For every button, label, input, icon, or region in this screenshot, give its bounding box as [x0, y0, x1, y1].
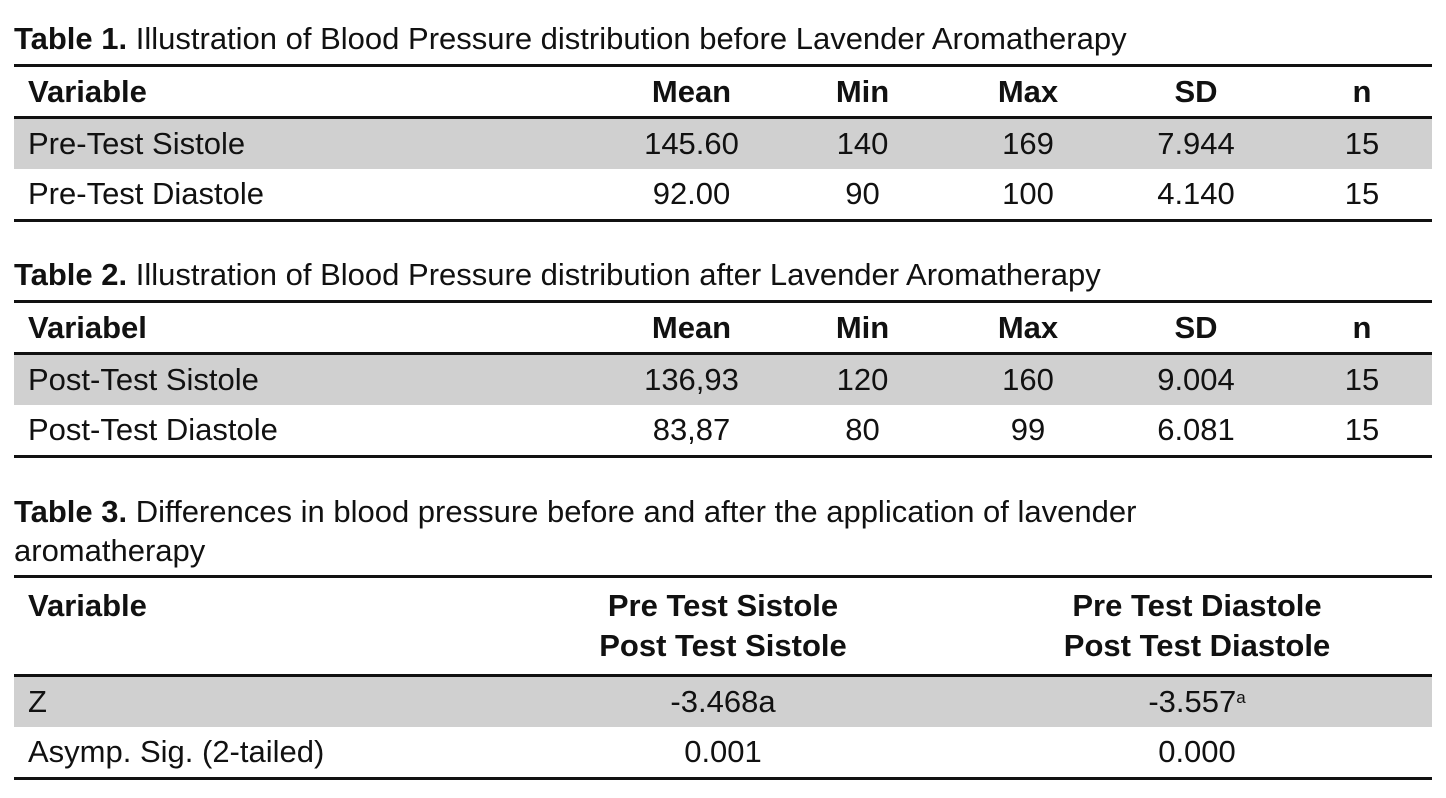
table3-header-variable: Variable	[14, 577, 484, 676]
table1-cell: Pre-Test Sistole	[14, 118, 614, 170]
table1-cell: Pre-Test Diastole	[14, 169, 614, 221]
table2-cell: Post-Test Diastole	[14, 405, 614, 457]
table-row	[14, 676, 1432, 728]
table3-caption-label: Table 3.	[14, 494, 128, 529]
table2-header-max: Max	[956, 302, 1100, 354]
table2-cell: 83,87	[614, 405, 769, 457]
table3-caption	[14, 492, 1432, 570]
table1-cell: 15	[1292, 169, 1432, 221]
table3-header-sistole-line2: Post Test Sistole	[599, 628, 847, 663]
table2-cell: 15	[1292, 405, 1432, 457]
table2-header-mean: Mean	[614, 302, 769, 354]
table-row	[14, 405, 1432, 457]
table2-cell: 99	[956, 405, 1100, 457]
table1-header-n: n	[1292, 66, 1432, 118]
table2-cell: 120	[769, 354, 956, 406]
table2-cell: 136,93	[614, 354, 769, 406]
table1-header-row	[14, 66, 1432, 118]
table2-caption	[14, 255, 1101, 294]
table3-header-row	[14, 577, 1432, 676]
table1-cell: 100	[956, 169, 1100, 221]
table3-cell-value: -3.557	[1148, 684, 1237, 719]
table1-caption-text: Illustration of Blood Pressure distribution before Lavender Aromatherapy	[127, 21, 1127, 56]
table3-caption-text: Differences in blood pressure before and after the application of lavender	[127, 494, 1137, 529]
table3-header-sistole-line1: Pre Test Sistole	[607, 588, 839, 623]
table1-caption-label: Table 1.	[14, 21, 128, 56]
table2-header-n: n	[1292, 302, 1432, 354]
table1-header-sd: SD	[1100, 66, 1292, 118]
table2-caption-text: Illustration of Blood Pressure distribution after Lavender Aromatherapy	[127, 257, 1101, 292]
table3-header-diastole	[962, 577, 1432, 676]
table2-cell: 15	[1292, 354, 1432, 406]
table1-cell: 140	[769, 118, 956, 170]
table3-cell	[962, 727, 1432, 779]
table2-cell: 80	[769, 405, 956, 457]
footnote-marker: a	[1236, 688, 1246, 707]
table3	[14, 575, 1432, 780]
table1	[14, 64, 1432, 222]
table1-cell: 169	[956, 118, 1100, 170]
table1-cell: 4.140	[1100, 169, 1292, 221]
table2-cell: 160	[956, 354, 1100, 406]
table1-cell: 90	[769, 169, 956, 221]
table2-header-variable: Variabel	[14, 302, 614, 354]
table3-cell	[962, 676, 1432, 728]
table1-cell: 145.60	[614, 118, 769, 170]
table-row	[14, 118, 1432, 170]
table1-header-min: Min	[769, 66, 956, 118]
table3-cell-value: 0.000	[1158, 734, 1236, 769]
table1-header-variable: Variable	[14, 66, 614, 118]
table2-header-row	[14, 302, 1432, 354]
table2-header-sd: SD	[1100, 302, 1292, 354]
table2-caption-label: Table 2.	[14, 257, 128, 292]
table1-cell: 15	[1292, 118, 1432, 170]
table1-cell: 92.00	[614, 169, 769, 221]
table3-caption-text-line2: aromatherapy	[14, 533, 206, 568]
table3-header-diastole-line2: Post Test Diastole	[1063, 628, 1331, 663]
table1-caption	[14, 19, 1127, 58]
table-row	[14, 727, 1432, 779]
table2	[14, 300, 1432, 458]
table2-cell: 9.004	[1100, 354, 1292, 406]
table3-cell-label: Z	[14, 676, 484, 728]
table3-header-diastole-line1: Pre Test Diastole	[1072, 588, 1322, 623]
table1-header-max: Max	[956, 66, 1100, 118]
table2-cell: 6.081	[1100, 405, 1292, 457]
table1-cell: 7.944	[1100, 118, 1292, 170]
table3-cell: 0.001	[484, 727, 962, 779]
table-row	[14, 169, 1432, 221]
table3-cell: -3.468a	[484, 676, 962, 728]
table2-header-min: Min	[769, 302, 956, 354]
table1-header-mean: Mean	[614, 66, 769, 118]
table3-header-sistole	[484, 577, 962, 676]
table-row	[14, 354, 1432, 406]
table2-cell: Post-Test Sistole	[14, 354, 614, 406]
table3-cell-label: Asymp. Sig. (2-tailed)	[14, 727, 484, 779]
